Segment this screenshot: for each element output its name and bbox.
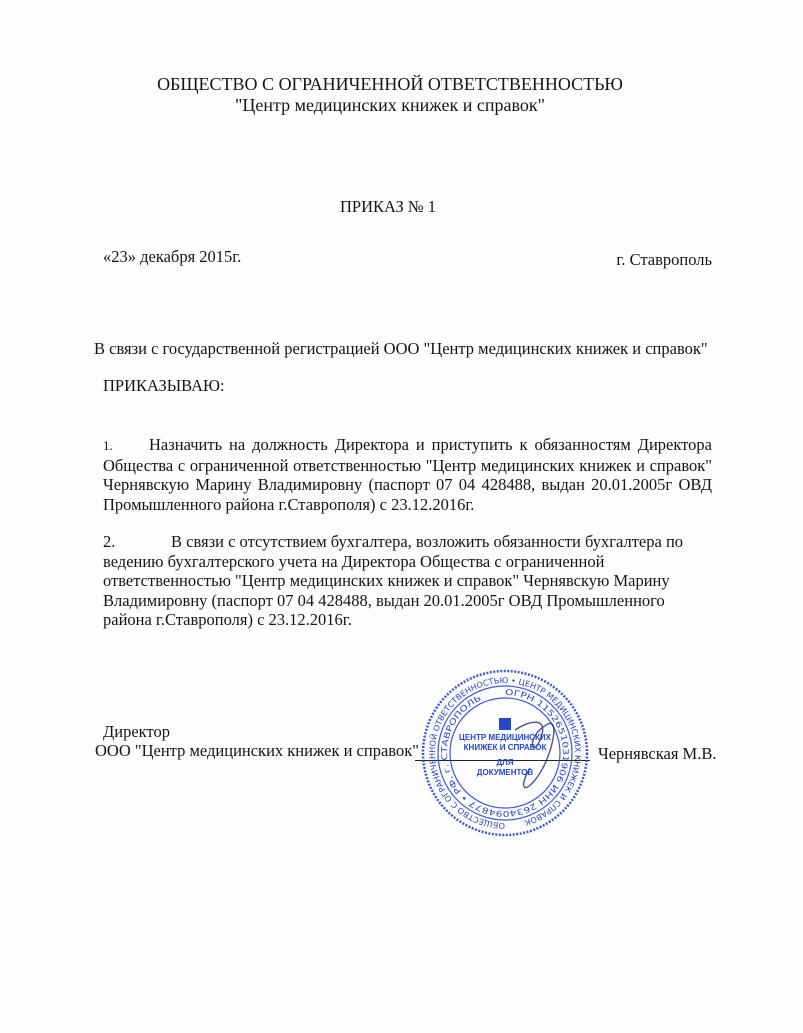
order-date: «23» декабря 2015г. [103, 247, 242, 266]
organization-quoted-name: "Центр медицинских книжек и справок" [235, 95, 545, 115]
signer-position: Директор [103, 722, 170, 741]
order-item-2: 2. В связи с отсутствием бухгалтера, возложить обязанности бухгалтера по ведению бухгалтерского учета на Директора Общества с ограниченной ответственностью "Центр медицинских книжек и справок" Чернявскую Марину Владимировну (паспорт 07 04 428488, выдан 20.01.2005г ОВД Промышленного района г.Ставрополя) с 23.12.2016г. [103, 532, 684, 630]
company-seal [420, 668, 590, 838]
signer-name: Чернявская М.В. [598, 744, 717, 763]
item-number: 2. [103, 532, 116, 551]
item-number: 1. [103, 438, 113, 453]
seal-logo-text: ЦЕНТР МЕДИЦИНСКИХ КНИЖЕК И СПРАВОК [459, 733, 551, 752]
seal-bottom-text: ОГРН 1152651031906 ИНН 2634094877 • РФ, г. СТАВРОПОЛЬ [439, 687, 571, 819]
order-city: г. Ставрополь [616, 250, 712, 269]
seal-outer-text: ОБЩЕСТВО С ОГРАНИЧЕННОЙ ОТВЕТСТВЕННОСТЬЮ • ЦЕНТР МЕДИЦИНСКИХ КНИЖЕК И СПРАВОК [427, 675, 583, 831]
seal-center-text: ДЛЯ ДОКУМЕНТОВ [476, 758, 534, 777]
preamble: В связи с государственной регистрацией ООО "Центр медицинских книжек и справок" [94, 339, 708, 358]
seal-logo-icon [499, 718, 511, 730]
command-heading: ПРИКАЗЫВАЮ: [103, 376, 225, 395]
order-title: ПРИКАЗ № 1 [340, 197, 437, 216]
signer-organization: ООО "Центр медицинских книжек и справок" [95, 741, 419, 760]
order-item-1: 1. Назначить на должность Директора и приступить к обязанностям Директора Общества с ограниченной ответственностью "Центр медицинских книжек и справок" Чернявскую Марину Владимировну (паспорт 07 04 428488, выдан 20.01.2005г ОВД Промышленного района г.Ставрополя) с 23.12.2016г. [103, 435, 712, 514]
organization-name: ОБЩЕСТВО С ОГРАНИЧЕННОЙ ОТВЕТСТВЕННОСТЬЮ [157, 74, 623, 94]
